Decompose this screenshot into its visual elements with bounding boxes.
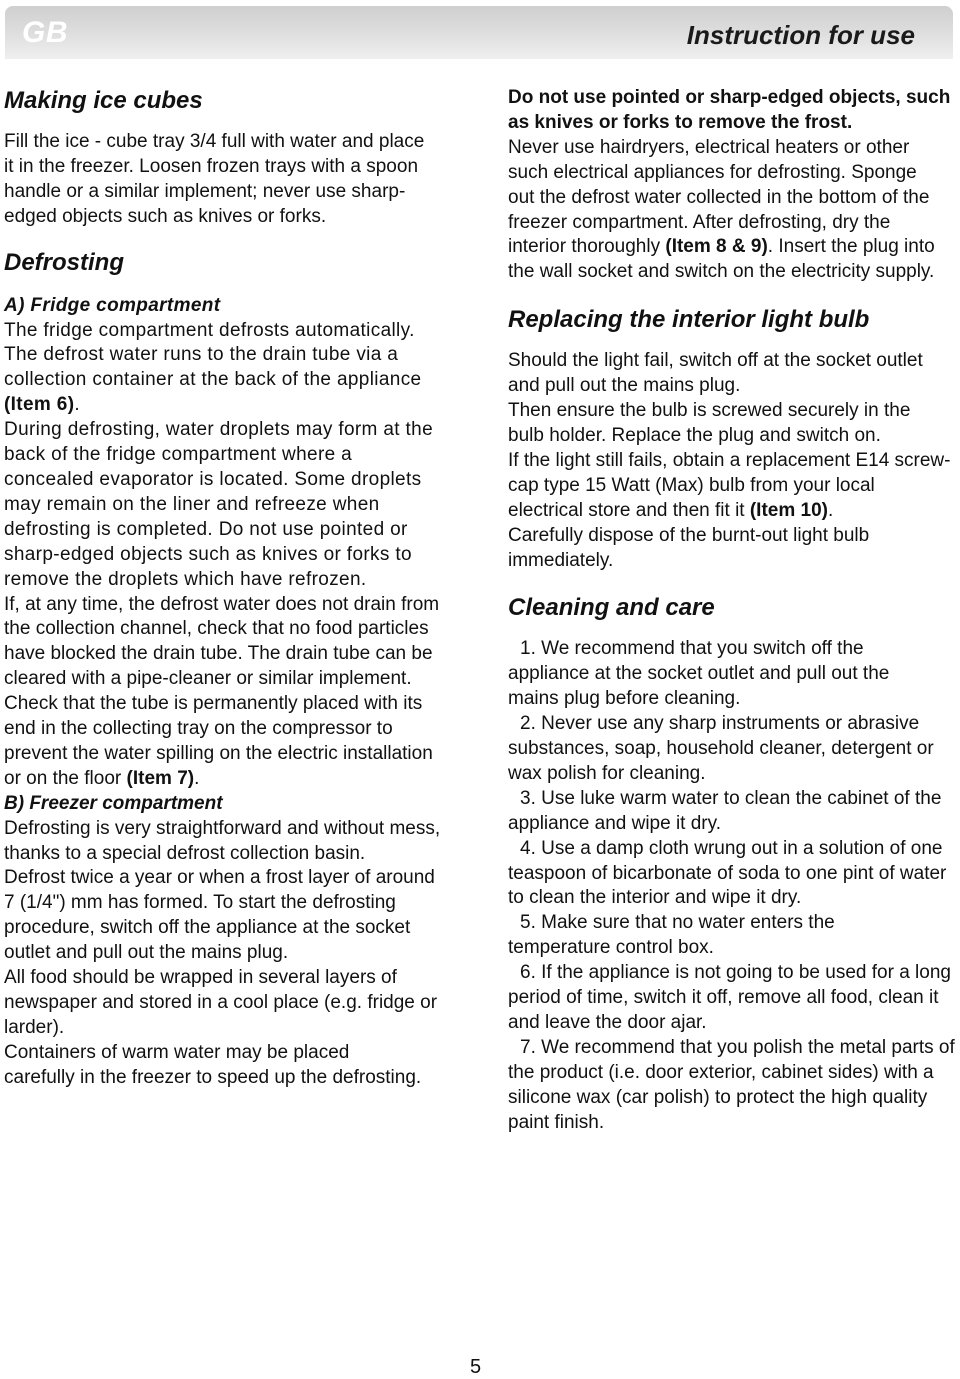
cleaning-list xyxy=(508,637,958,1135)
subheading-fridge-compartment: A) Fridge compartment xyxy=(4,294,221,316)
heading-making-ice-cubes: Making ice cubes xyxy=(4,87,203,114)
fridge-paragraph-3: If, at any time, the defrost water does not drain from the collection channel, check that no food particles have blocked the drain tube. The drain tube can be cleared with a pipe-cleaner or similar implement. xyxy=(4,593,440,690)
left-column xyxy=(4,86,454,1091)
page-header-bar xyxy=(5,6,953,59)
item-ref-10: (Item 10) xyxy=(749,499,828,521)
page-number: 5 xyxy=(470,1356,482,1378)
ice-cubes-text: Fill the ice - cube tray 3/4 full with water and place it in the freezer. Loosen frozen trays with a spoon handle or a similar implement; never use sharp-edged objects such as knives or forks. xyxy=(4,131,425,227)
item-ref-6: (Item 6) xyxy=(4,394,75,416)
list-item: 3. Use luke warm water to clean the cabinet of the appliance and wipe it dry. xyxy=(508,787,942,834)
list-item: 6. If the appliance is not going to be used for a long period of time, switch it off, remove all food, clean it and leave the door ajar. xyxy=(508,962,951,1033)
right-column xyxy=(508,86,958,1136)
freezer-paragraph-3: All food should be wrapped in several layers of newspaper and stored in a cool place (e.g. fridge or larder). xyxy=(4,967,438,1038)
freezer-paragraph-2: Defrost twice a year or when a frost layer of around 7 (1/4") mm has formed. To start the defrosting procedure, switch off the appliance at the socket outlet and pull out the mains plug. xyxy=(4,867,435,964)
list-item: 1. We recommend that you switch off the appliance at the socket outlet and pull out the mains plug before cleaning. xyxy=(508,638,890,710)
list-item: 5. Make sure that no water enters the temperature control box. xyxy=(508,912,835,959)
bulb-paragraph-3: If the light still fails, obtain a replacement E14 screw-cap type 15 Watt (Max) bulb from your local electrical store and then fit it (Item 10). xyxy=(508,449,951,521)
bulb-paragraph-4: Carefully dispose of the burnt-out light bulb immediately. xyxy=(508,524,870,571)
freezer-paragraph-1: Defrosting is very straightforward and without mess, thanks to a special defrost collection basin. xyxy=(4,817,441,864)
item-ref-8-9: (Item 8 & 9) xyxy=(665,236,768,258)
fridge-paragraph-2: During defrosting, water droplets may form at the back of the fridge compartment where a concealed evaporator is located. Some droplets may remain on the liner and refreeze when defrosting is completed. Do not use pointed or sharp-edged objects such as knives or forks to remove the droplets which have refrozen. xyxy=(4,419,433,590)
heading-defrosting: Defrosting xyxy=(4,248,124,276)
fridge-paragraph-1: The fridge compartment defrosts automatically. The defrost water runs to the drain tube via a collection container at the back of the appliance (Item 6). xyxy=(4,319,422,416)
warning-no-sharp-objects: Do not use pointed or sharp-edged objects, such as knives or forks to remove the frost. xyxy=(508,87,951,133)
heading-cleaning-and-care: Cleaning and care xyxy=(508,594,715,622)
subheading-freezer-compartment: B) Freezer compartment xyxy=(4,792,223,814)
bulb-paragraph-1: Should the light fail, switch off at the socket outlet and pull out the mains plug. xyxy=(508,350,923,397)
header-title: Instruction for use xyxy=(686,20,915,50)
item-ref-7: (Item 7) xyxy=(126,767,195,789)
heading-replacing-light-bulb: Replacing the interior light bulb xyxy=(508,306,870,334)
defrost-continuation: Never use hairdryers, electrical heaters or other such electrical appliances for defrosting. Sponge out the defrost water collected in the bottom of the freezer compartment. After defrosting, dry the interior thoroughly (Item 8 & 9). Insert the plug into the wall socket and switch on the electricity supply. xyxy=(508,136,935,283)
list-item: 7. We recommend that you polish the metal parts of the product (i.e. door exterior, cabinet sides) with a silicone wax (car polish) to protect the high quality paint finish. xyxy=(508,1036,955,1133)
fridge-paragraph-4: Check that the tube is permanently placed with its end in the collecting tray on the compressor to prevent the water spilling on the electric installation or on the floor (Item 7). xyxy=(4,693,433,789)
freezer-paragraph-4: Containers of warm water may be placed carefully in the freezer to speed up the defrosting. xyxy=(4,1041,422,1088)
language-code: GB xyxy=(22,16,68,49)
list-item: 4. Use a damp cloth wrung out in a solution of one teaspoon of bicarbonate of soda to one pint of water to clean the interior and wipe it dry. xyxy=(508,837,947,909)
list-item: 2. Never use any sharp instruments or abrasive substances, soap, household cleaner, detergent or wax polish for cleaning. xyxy=(508,713,934,784)
bulb-paragraph-2: Then ensure the bulb is screwed securely in the bulb holder. Replace the plug and switch on. xyxy=(508,400,911,446)
